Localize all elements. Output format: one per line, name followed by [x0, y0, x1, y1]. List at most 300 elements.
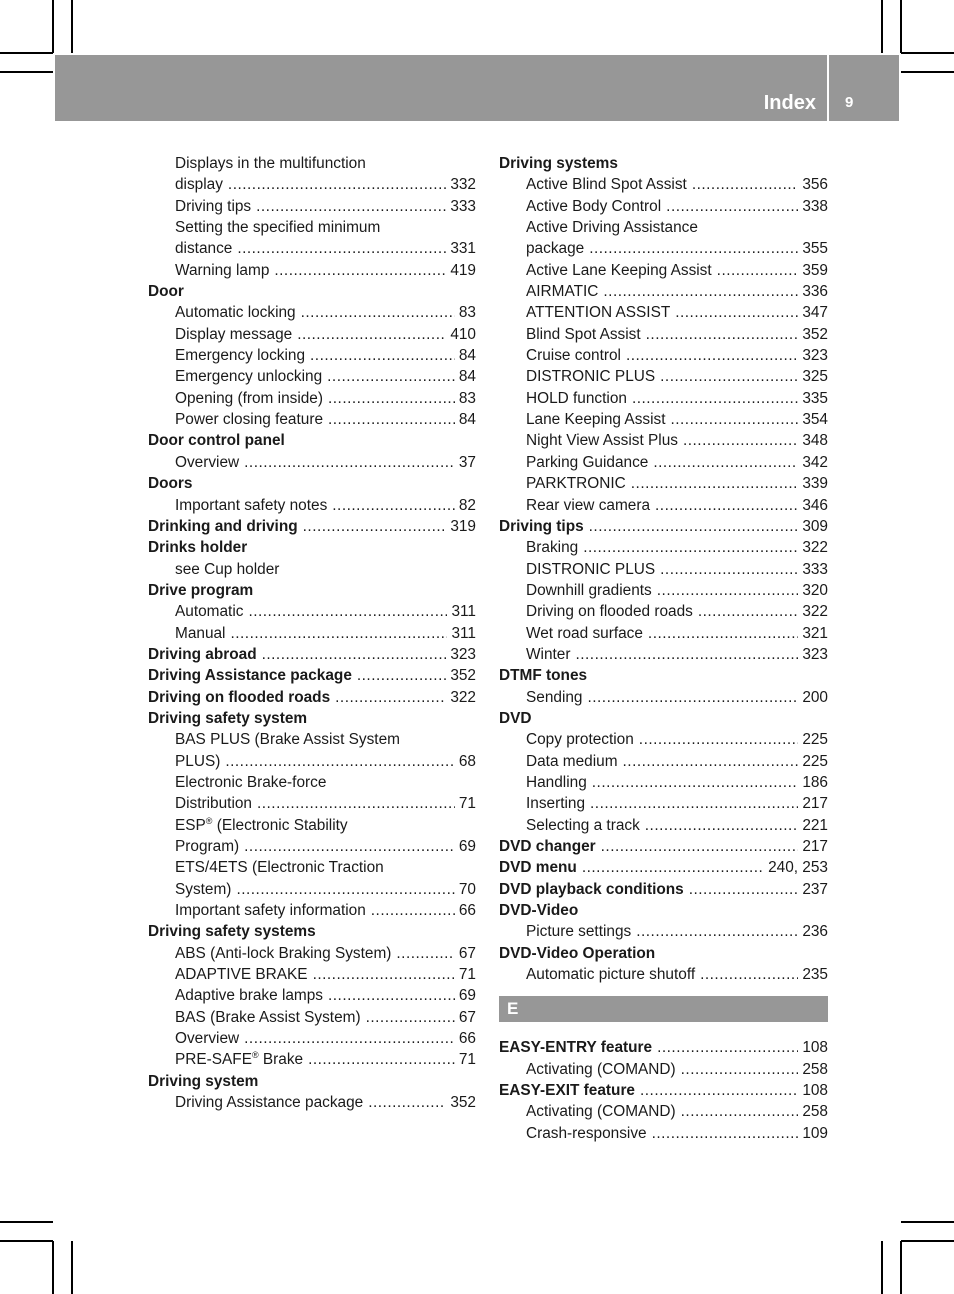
index-subentry [499, 921, 828, 942]
entry-label: Active Blind Spot Assist [526, 176, 687, 194]
index-term [148, 537, 476, 558]
crop-mark [0, 52, 53, 54]
index-subentry [499, 196, 828, 217]
entry-label: DVD changer [499, 838, 596, 855]
registered-mark: ® [251, 1050, 259, 1061]
entry-label: Inserting [526, 795, 586, 813]
dot-leader [648, 623, 798, 644]
entry-label: Automatic [175, 603, 244, 621]
crop-mark [901, 52, 954, 54]
page-ref: 71 [458, 795, 476, 813]
entry-label: Selecting a track [526, 816, 640, 834]
entry-label: DVD [499, 709, 532, 727]
crop-mark [52, 1241, 54, 1294]
entry-label: ABS (Anti-lock Braking System) [175, 944, 392, 962]
entry-label: Adaptive brake lamps [175, 987, 323, 1005]
index-term [148, 665, 476, 686]
index-term [148, 516, 476, 537]
page-ref: 419 [450, 261, 476, 279]
entry-label: Sending [526, 688, 583, 706]
entry-label: Distribution [175, 795, 252, 813]
dot-leader [237, 238, 446, 259]
entry-label: package [526, 240, 585, 258]
entry-label: Driving on flooded roads [526, 603, 693, 621]
crop-mark [901, 1221, 954, 1223]
dot-leader [675, 302, 798, 323]
entry-label: BAS PLUS (Brake Assist System [175, 731, 400, 749]
page-ref: 186 [802, 773, 828, 791]
index-subentry [499, 388, 828, 409]
dot-leader [631, 473, 799, 494]
dot-leader [297, 324, 446, 345]
index-term [148, 1071, 476, 1092]
dot-leader [636, 921, 798, 942]
index-term [499, 665, 828, 686]
entry-label: Lane Keeping Assist [526, 411, 666, 429]
entry-label: Drive program [148, 581, 254, 599]
index-subentry [499, 772, 828, 793]
page-ref: 69 [458, 987, 476, 1005]
entry-label: Downhill gradients [526, 581, 652, 599]
crop-mark [0, 1221, 53, 1223]
index-subentry [499, 793, 828, 814]
index-subentry [499, 815, 828, 836]
page-ref: 336 [802, 283, 828, 301]
crop-mark [0, 71, 53, 73]
index-subentry [148, 1007, 476, 1028]
page-ref: 66 [458, 902, 476, 920]
index-subentry [499, 409, 828, 430]
dot-leader [698, 601, 798, 622]
page-ref: 225 [802, 752, 828, 770]
dot-leader [700, 964, 798, 985]
crop-mark [71, 1241, 73, 1294]
index-column-left [148, 153, 476, 1113]
entry-label: Cruise control [526, 347, 621, 365]
page-ref: 71 [458, 966, 476, 984]
page-ref: 348 [802, 432, 828, 450]
dot-leader [313, 964, 455, 985]
dot-leader [692, 174, 798, 195]
page-ref: 236 [802, 923, 828, 941]
entry-label: Handling [526, 773, 587, 791]
page-ref: 322 [802, 539, 828, 557]
dot-leader [589, 516, 799, 537]
entry-label: Driving safety system [148, 709, 308, 727]
page-ref: 322 [802, 603, 828, 621]
index-subentry [148, 174, 476, 195]
entry-label: EASY-ENTRY feature [499, 1039, 653, 1057]
index-term [148, 687, 476, 708]
dot-leader [225, 751, 455, 772]
dot-leader [639, 729, 799, 750]
entry-label: distance [175, 240, 233, 258]
page-ref: 332 [450, 176, 476, 194]
page-ref: 237 [802, 880, 828, 898]
entry-label: Opening (from inside) [175, 389, 323, 407]
index-subentry [499, 345, 828, 366]
index-subentry [148, 815, 476, 836]
index-subentry [499, 238, 828, 259]
entry-label: DVD playback conditions [499, 880, 684, 898]
dot-leader [396, 943, 454, 964]
index-subentry [499, 687, 828, 708]
entry-label: Active Lane Keeping Assist [526, 261, 712, 279]
index-subentry [148, 409, 476, 430]
crop-mark [900, 0, 902, 53]
header-bar [55, 55, 899, 121]
index-term [499, 708, 828, 729]
index-subentry [148, 1092, 476, 1113]
page-ref: 68 [458, 752, 476, 770]
entry-label: Driving tips [175, 197, 252, 215]
page-ref: 335 [802, 389, 828, 407]
index-subentry [148, 238, 476, 259]
index-term [499, 1080, 828, 1101]
dot-leader [660, 559, 798, 580]
entry-label: Driving safety systems [148, 923, 316, 941]
index-subentry [499, 366, 828, 387]
entry-label: Parking Guidance [526, 453, 649, 471]
entry-label: Automatic picture shutoff [526, 966, 696, 984]
index-subentry [148, 793, 476, 814]
index-subentry [499, 260, 828, 281]
entry-label: display [175, 176, 223, 194]
index-subentry [499, 729, 828, 750]
entry-label: Doors [148, 475, 193, 493]
page-ref: 37 [458, 453, 476, 471]
page-ref: 82 [458, 496, 476, 514]
crop-mark [901, 1240, 954, 1242]
page-ref: 410 [450, 325, 476, 343]
index-subentry [499, 559, 828, 580]
page-ref: 84 [458, 411, 476, 429]
page-ref: 331 [450, 240, 476, 258]
dot-leader [244, 836, 455, 857]
page-ref: 200 [802, 688, 828, 706]
page-ref: 359 [802, 261, 828, 279]
index-subentry [148, 729, 476, 750]
dot-leader [645, 815, 799, 836]
index-subentry [148, 1028, 476, 1049]
entry-label: Program) [175, 838, 240, 855]
index-section-heading: E [499, 996, 828, 1022]
page-ref: 258 [802, 1103, 828, 1121]
index-subentry [499, 751, 828, 772]
index-subentry [148, 943, 476, 964]
index-term [148, 281, 476, 302]
entry-label: Copy protection [526, 731, 634, 749]
page-ref: 69 [458, 838, 476, 855]
index-term [499, 153, 828, 174]
registered-mark: ® [205, 815, 213, 826]
entry-label: Wet road surface [526, 624, 643, 642]
index-subentry [499, 174, 828, 195]
entry-label: Displays in the multifunction [175, 155, 366, 172]
entry-label: Setting the specified minimum [175, 219, 381, 237]
dot-leader [623, 751, 799, 772]
index-term [148, 580, 476, 601]
page-ref: 84 [458, 368, 476, 386]
entry-label: Active Driving Assistance [526, 219, 698, 237]
dot-leader [236, 879, 454, 900]
dot-leader [660, 366, 798, 387]
entry-label: Overview [175, 1030, 240, 1048]
page-ref: 354 [802, 411, 828, 429]
index-term [148, 644, 476, 665]
dot-leader [256, 196, 446, 217]
index-subentry [148, 153, 476, 174]
index-subentry [499, 537, 828, 558]
index-subentry [499, 644, 828, 665]
page-ref: 235 [802, 966, 828, 984]
index-subentry [148, 495, 476, 516]
page-ref: 355 [802, 240, 828, 258]
page-ref: 338 [802, 197, 828, 215]
entry-label: ETS/4ETS (Electronic Traction [175, 859, 384, 877]
page-ref: 221 [802, 816, 828, 834]
page-ref: 240, 253 [768, 859, 828, 877]
dot-leader [332, 495, 455, 516]
entry-label: see Cup holder [175, 560, 280, 578]
page-ref: 321 [802, 624, 828, 642]
entry-label: Driving on flooded roads [148, 688, 331, 706]
index-subentry [148, 857, 476, 878]
entry-label: Driving systems [499, 155, 618, 172]
crop-mark [881, 1241, 883, 1294]
entry-label: Picture settings [526, 923, 632, 941]
entry-label: HOLD function [526, 389, 627, 407]
dot-leader [368, 1092, 446, 1113]
index-subentry [499, 1101, 828, 1122]
index-term [148, 430, 476, 451]
page-ref: 109 [802, 1124, 828, 1142]
page-ref: 217 [802, 795, 828, 813]
index-term [499, 516, 828, 537]
entry-label: Door control panel [148, 432, 285, 450]
entry-label: Rear view camera [526, 496, 651, 514]
index-subentry [499, 452, 828, 473]
entry-label: DVD-Video [499, 902, 579, 920]
index-subentry [148, 601, 476, 622]
entry-label: Drinking and driving [148, 517, 298, 535]
entry-label: Drinks holder [148, 539, 248, 557]
dot-leader [257, 793, 455, 814]
dot-leader [248, 601, 447, 622]
dot-leader [308, 1049, 455, 1070]
entry-label: Activating (COMAND) [526, 1060, 676, 1078]
index-subentry [148, 324, 476, 345]
entry-label: DVD menu [499, 859, 577, 877]
index-term [148, 708, 476, 729]
crop-mark [901, 71, 954, 73]
index-term [499, 1037, 828, 1058]
entry-label: Activating (COMAND) [526, 1103, 676, 1121]
entry-label: BAS (Brake Assist System) [175, 1008, 361, 1026]
page-ref: 320 [802, 581, 828, 599]
dot-leader [310, 345, 455, 366]
page-ref: 319 [450, 517, 476, 535]
dot-leader [244, 1028, 455, 1049]
index-subentry [148, 388, 476, 409]
dot-leader [357, 665, 446, 686]
dot-leader [681, 1059, 799, 1080]
page-ref: 83 [458, 304, 476, 322]
page-ref: 84 [458, 347, 476, 365]
entry-label: Warning lamp [175, 261, 270, 279]
index-term [499, 943, 828, 964]
dot-leader [328, 985, 455, 1006]
page-ref: 225 [802, 731, 828, 749]
entry-label: ESP® (Electronic Stability [175, 815, 348, 834]
index-subentry [499, 1123, 828, 1144]
dot-leader [587, 687, 798, 708]
index-subentry [148, 900, 476, 921]
index-subentry [499, 1059, 828, 1080]
index-subentry [148, 751, 476, 772]
entry-label: Driving Assistance package [175, 1094, 364, 1112]
entry-label: System) [175, 880, 232, 898]
page-ref: 67 [458, 944, 476, 962]
dot-leader [657, 580, 799, 601]
dot-leader [262, 644, 447, 665]
index-subentry [148, 836, 476, 857]
dot-leader [274, 260, 446, 281]
page-ref: 71 [458, 1051, 476, 1069]
entry-label: Emergency locking [175, 347, 306, 365]
index-subentry [499, 495, 828, 516]
index-subentry [499, 580, 828, 601]
dot-leader [652, 1123, 799, 1144]
entry-label: PLUS) [175, 752, 221, 770]
page-ref: 83 [458, 389, 476, 407]
entry-label: Driving system [148, 1072, 259, 1090]
dot-leader [303, 516, 447, 537]
index-column-right [499, 153, 828, 1144]
page-ref: 352 [450, 667, 476, 685]
page-ref: 311 [451, 603, 476, 621]
index-term [148, 921, 476, 942]
entry-label: Manual [175, 624, 226, 642]
dot-leader [603, 281, 798, 302]
page-ref: 333 [450, 197, 476, 215]
index-subentry [499, 623, 828, 644]
page-ref: 323 [802, 645, 828, 663]
dot-leader [589, 238, 798, 259]
page-ref: 352 [802, 325, 828, 343]
header-divider [827, 55, 829, 121]
index-subentry [148, 879, 476, 900]
index-subentry [148, 302, 476, 323]
entry-label: ATTENTION ASSIST [526, 304, 671, 322]
crop-mark [71, 0, 73, 53]
index-subentry [148, 985, 476, 1006]
dot-leader [575, 644, 798, 665]
page-ref: 356 [802, 176, 828, 194]
dot-leader [228, 174, 446, 195]
entry-label: Electronic Brake-force [175, 773, 327, 791]
entry-label: Active Body Control [526, 197, 662, 215]
entry-label: DISTRONIC PLUS [526, 368, 656, 386]
dot-leader [666, 196, 798, 217]
index-subentry [499, 601, 828, 622]
dot-leader [632, 388, 798, 409]
entry-label: Winter [526, 645, 571, 663]
entry-label: Driving Assistance package [148, 667, 352, 685]
entry-label: Braking [526, 539, 579, 557]
dot-leader [717, 260, 799, 281]
index-subentry [499, 473, 828, 494]
index-subentry [499, 302, 828, 323]
entry-label: PRE-SAFE® Brake [175, 1050, 304, 1069]
entry-label: Blind Spot Assist [526, 325, 641, 343]
dot-leader [640, 1080, 798, 1101]
dot-leader [230, 623, 447, 644]
entry-label: Automatic locking [175, 304, 296, 322]
entry-label: Emergency unlocking [175, 368, 323, 386]
dot-leader [366, 1007, 455, 1028]
entry-label: AIRMATIC [526, 283, 599, 301]
index-subentry [148, 772, 476, 793]
dot-leader [328, 388, 455, 409]
entry-label: Important safety information [175, 902, 366, 920]
index-subentry [148, 366, 476, 387]
crop-mark [52, 0, 54, 53]
dot-leader [655, 495, 798, 516]
page-ref: 70 [458, 880, 476, 898]
dot-leader [592, 772, 799, 793]
entry-label: Driving tips [499, 517, 584, 535]
index-subentry [148, 260, 476, 281]
page-ref: 323 [450, 645, 476, 663]
index-subentry [148, 217, 476, 238]
entry-label: DISTRONIC PLUS [526, 560, 656, 578]
dot-leader [657, 1037, 798, 1058]
index-subentry [148, 964, 476, 985]
index-term [499, 900, 828, 921]
dot-leader [653, 452, 798, 473]
dot-leader [301, 302, 455, 323]
page-ref: 309 [802, 517, 828, 535]
entry-label: Display message [175, 325, 293, 343]
entry-label: Important safety notes [175, 496, 328, 514]
page-ref: 258 [802, 1060, 828, 1078]
entry-label: DTMF tones [499, 667, 588, 685]
dot-leader [244, 452, 455, 473]
index-subentry [148, 196, 476, 217]
entry-label: Overview [175, 453, 240, 471]
page-number: 9 [845, 94, 854, 111]
entry-label: Door [148, 283, 184, 301]
index-subentry [499, 430, 828, 451]
index-subentry [148, 345, 476, 366]
page-ref: 108 [802, 1082, 828, 1100]
dot-leader [590, 793, 798, 814]
index-term [148, 473, 476, 494]
page-ref: 67 [458, 1008, 476, 1026]
index-subentry [148, 559, 476, 580]
page-ref: 339 [802, 475, 828, 493]
entry-label: EASY-EXIT feature [499, 1082, 635, 1100]
page-ref: 342 [802, 453, 828, 471]
dot-leader [601, 836, 799, 857]
dot-leader [683, 430, 798, 451]
page-ref: 323 [802, 347, 828, 365]
entry-label: PARKTRONIC [526, 475, 626, 493]
page-title: Index [763, 92, 816, 114]
index-term [499, 836, 828, 857]
dot-leader [689, 879, 799, 900]
